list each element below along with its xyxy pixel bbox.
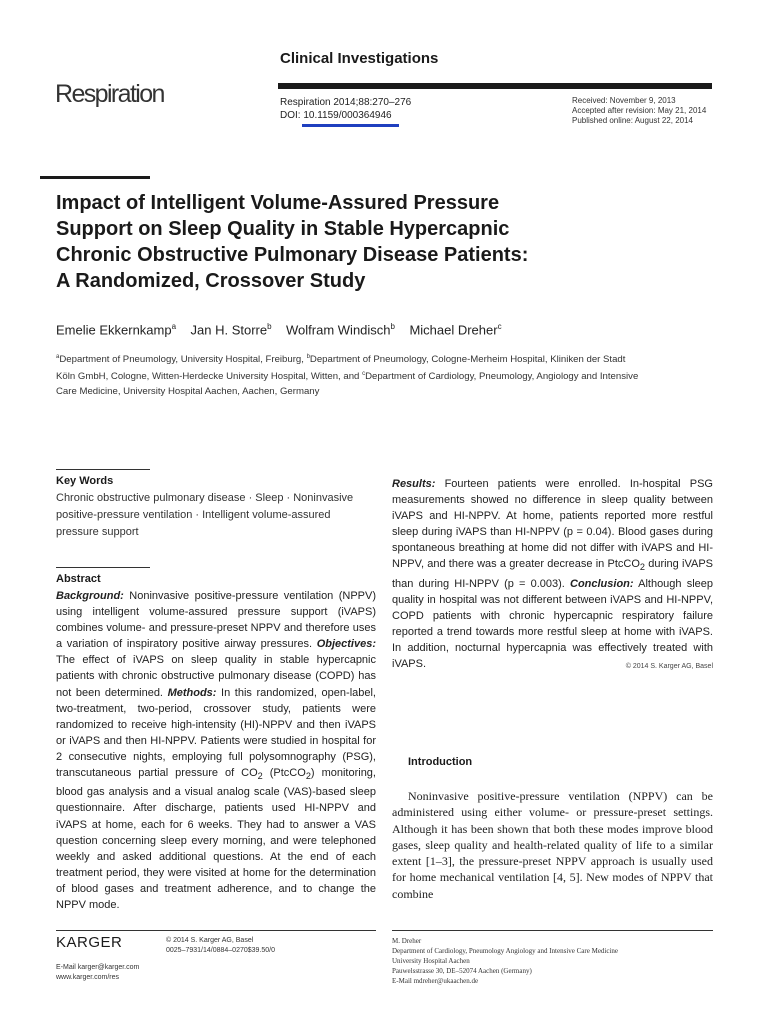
footer-rule-left: [56, 930, 376, 931]
corr-name: M. Dreher: [392, 937, 422, 945]
copyright-text: © 2014 S. Karger AG, Basel: [166, 937, 254, 944]
footer-rule-right: [392, 930, 713, 931]
author-name: Wolfram Windisch: [286, 322, 391, 338]
doi-link[interactable]: DOI: 10.1159/000364946: [280, 110, 392, 121]
abstract-col2: [392, 476, 713, 675]
author-sup: c: [497, 322, 502, 331]
corr-dept: Department of Cardiology, Pneumology Angiology and Intensive Care Medicine: [392, 947, 619, 955]
keywords-text: Chronic obstructive pulmonary disease · Sleep · Noninvasive positive-pressure ventilation · Intelligent volume-assured pressure support: [56, 492, 354, 538]
publisher-email[interactable]: E-Mail karger@karger.com: [56, 964, 140, 971]
journal-logo: Respiration: [55, 80, 164, 108]
background-label: Background:: [56, 590, 124, 602]
title-line: Support on Sleep Quality in Stable Hypercapnic: [56, 218, 510, 240]
author-name: Jan H. Storre: [190, 322, 268, 338]
affiliation-c: Department of Cardiology, Pneumology, Angiology and Intensive Care Medicine, University Hospital Aachen, Aachen, Germany: [56, 371, 639, 398]
results-label: Results:: [392, 478, 436, 490]
doi-underline: [302, 124, 399, 127]
corr-inst: University Hospital Aachen: [392, 957, 470, 965]
abstract-heading: Abstract: [56, 573, 101, 585]
methods-label: Methods:: [167, 686, 217, 699]
accepted-date: Accepted after revision: May 21, 2014: [572, 106, 707, 115]
received-date: Received: November 9, 2013: [572, 96, 676, 105]
corr-addr: Pauwelsstrasse 30, DE–52074 Aachen (Germany): [392, 967, 532, 975]
section-label: Clinical Investigations: [280, 50, 439, 67]
title-line: Impact of Intelligent Volume-Assured Pressure: [56, 192, 500, 214]
objectives-label: Objectives:: [316, 638, 376, 651]
corr-email[interactable]: E-Mail mdreher@ukaachen.de: [392, 977, 479, 985]
author-sup: b: [390, 322, 395, 331]
subscript: 2: [305, 771, 311, 782]
affiliations: $^a$Department of Pneumology, University Hospital, Freiburg, $^b$Department of Pneumology, Cologne-Merheim Hospital, Kliniken der Stadt Köln GmbH, Cologne, Witten-Herdecke University Hospital, Witten, and $^c$Department of Cardiology, Pneumology, Angiology and Intensive Care Medicine, University Hospital Aachen, Aachen, Germany: [56, 354, 639, 398]
published-date: Published online: August 22, 2014: [572, 116, 693, 125]
affiliation-a: Department of Pneumology, University Hospital, Freiburg,: [59, 354, 307, 366]
author-name: Emelie Ekkernkamp: [56, 322, 172, 338]
publisher-web[interactable]: www.karger.com/res: [56, 974, 120, 981]
methods-text: In this randomized, open-label, two-treatment, two-period, crossover study, patients were randomized to receive high-intensity (HI)-NPPV and then iVAPS or iVAPS and then HI-NPPV. Patients were studied in hospital for 2 consecutive nights, employing full polysomnography (PSG), transcutaneous partial pressure of CO: [56, 686, 376, 780]
article-title: [56, 190, 656, 294]
abstract-copyright: © 2014 S. Karger AG, Basel: [625, 663, 713, 671]
title-rule: [40, 176, 150, 179]
abstract-rule: [56, 567, 150, 568]
title-line: A Randomized, Crossover Study: [56, 270, 366, 292]
methods-text: (PtcCO: [262, 767, 306, 780]
author-sup: a: [171, 322, 177, 331]
background-text: Noninvasive positive-pressure ventilation (NPPV) using intelligent volume-assured pressure support (iVAPS) combines volume- and pressure-preset NPPV and therefore uses a variation of inspiratory positive airway pressures.: [56, 590, 376, 651]
subscript: 2: [639, 562, 645, 573]
methods-text: ) monitoring, blood gas analysis and a visual analog scale (VAS)-based sleep questionnaire. After discharge, patients used HI-NPPV and iVAPS at home, each for 6 weeks. They had to answer a VAS question concerning sleep every morning, and were telephoned weekly and asked additional questions. At the end of each treatment period, they were visited at home for the determination of blood gases and treatment adherence, and to change the NPPV mode.: [56, 767, 376, 911]
author-list: [56, 322, 502, 337]
title-line: Chronic Obstructive Pulmonary Disease Patients:: [56, 244, 529, 266]
keywords-rule: [56, 469, 150, 470]
results-text: during iVAPS than during HI-NPPV (p = 0.003).: [392, 558, 713, 590]
introduction-heading: Introduction: [408, 756, 473, 768]
subscript: 2: [257, 771, 263, 782]
citation: Respiration 2014;88:270–276: [280, 97, 412, 108]
citation-block: [280, 96, 411, 122]
abstract-col1: [56, 588, 376, 913]
header-rule: [278, 83, 712, 89]
footer-copyright: [166, 936, 275, 956]
author-name: Michael Dreher: [409, 322, 498, 338]
results-text: Fourteen patients were enrolled. In-hospital PSG measurements showed no difference in sleep quality between iVAPS and HI-NPPV. At home, patients reported more restful sleep during iVAPS than HI-NPPV (p = 0.04). Blood gases during spontaneous breathing at home did not differ with iVAPS and HI-NPPV, and there was a greater decrease in PtcCO: [392, 478, 713, 571]
dates-block: [572, 96, 706, 126]
correspondence: [392, 936, 618, 986]
author-sup: b: [267, 322, 272, 331]
affiliation-b: Department of Pneumology, Cologne-Merheim Hospital, Kliniken der Stadt Köln GmbH, Cologne, Witten-Herdecke University Hospital, Witten, and: [56, 354, 626, 383]
conclusion-text: Although sleep quality in hospital was not different between iVAPS and HI-NPPV, COPD patients with chronic hypercapnic respiratory failure reported a trend towards more restful sleep at home with iVAPS. In addition, nocturnal hypercapnia was effectively treated with iVAPS.: [392, 577, 713, 671]
introduction-text: Noninvasive positive-pressure ventilation (NPPV) can be administered using either volume- or pressure-preset settings. Although it has been shown that both these modes improve blood gases, sleep quality and health-related quality of life to a similar extent [1–3], the pressure-preset NPPV approach is usually used for home mechanical ventilation [4, 5]. New modes of NPPV that combine: [392, 789, 713, 901]
publisher-contact: [56, 963, 139, 983]
conclusion-label: Conclusion:: [570, 577, 634, 590]
keywords-heading: Key Words: [56, 475, 114, 487]
issn-text: 0025–7931/14/0884–0270$39.50/0: [166, 947, 275, 954]
publisher-logo: KARGER: [56, 934, 123, 951]
objectives-text: The effect of iVAPS on sleep quality in stable hypercapnic patients with chronic obstructive pulmonary disease (COPD) has not been determined.: [56, 654, 376, 699]
